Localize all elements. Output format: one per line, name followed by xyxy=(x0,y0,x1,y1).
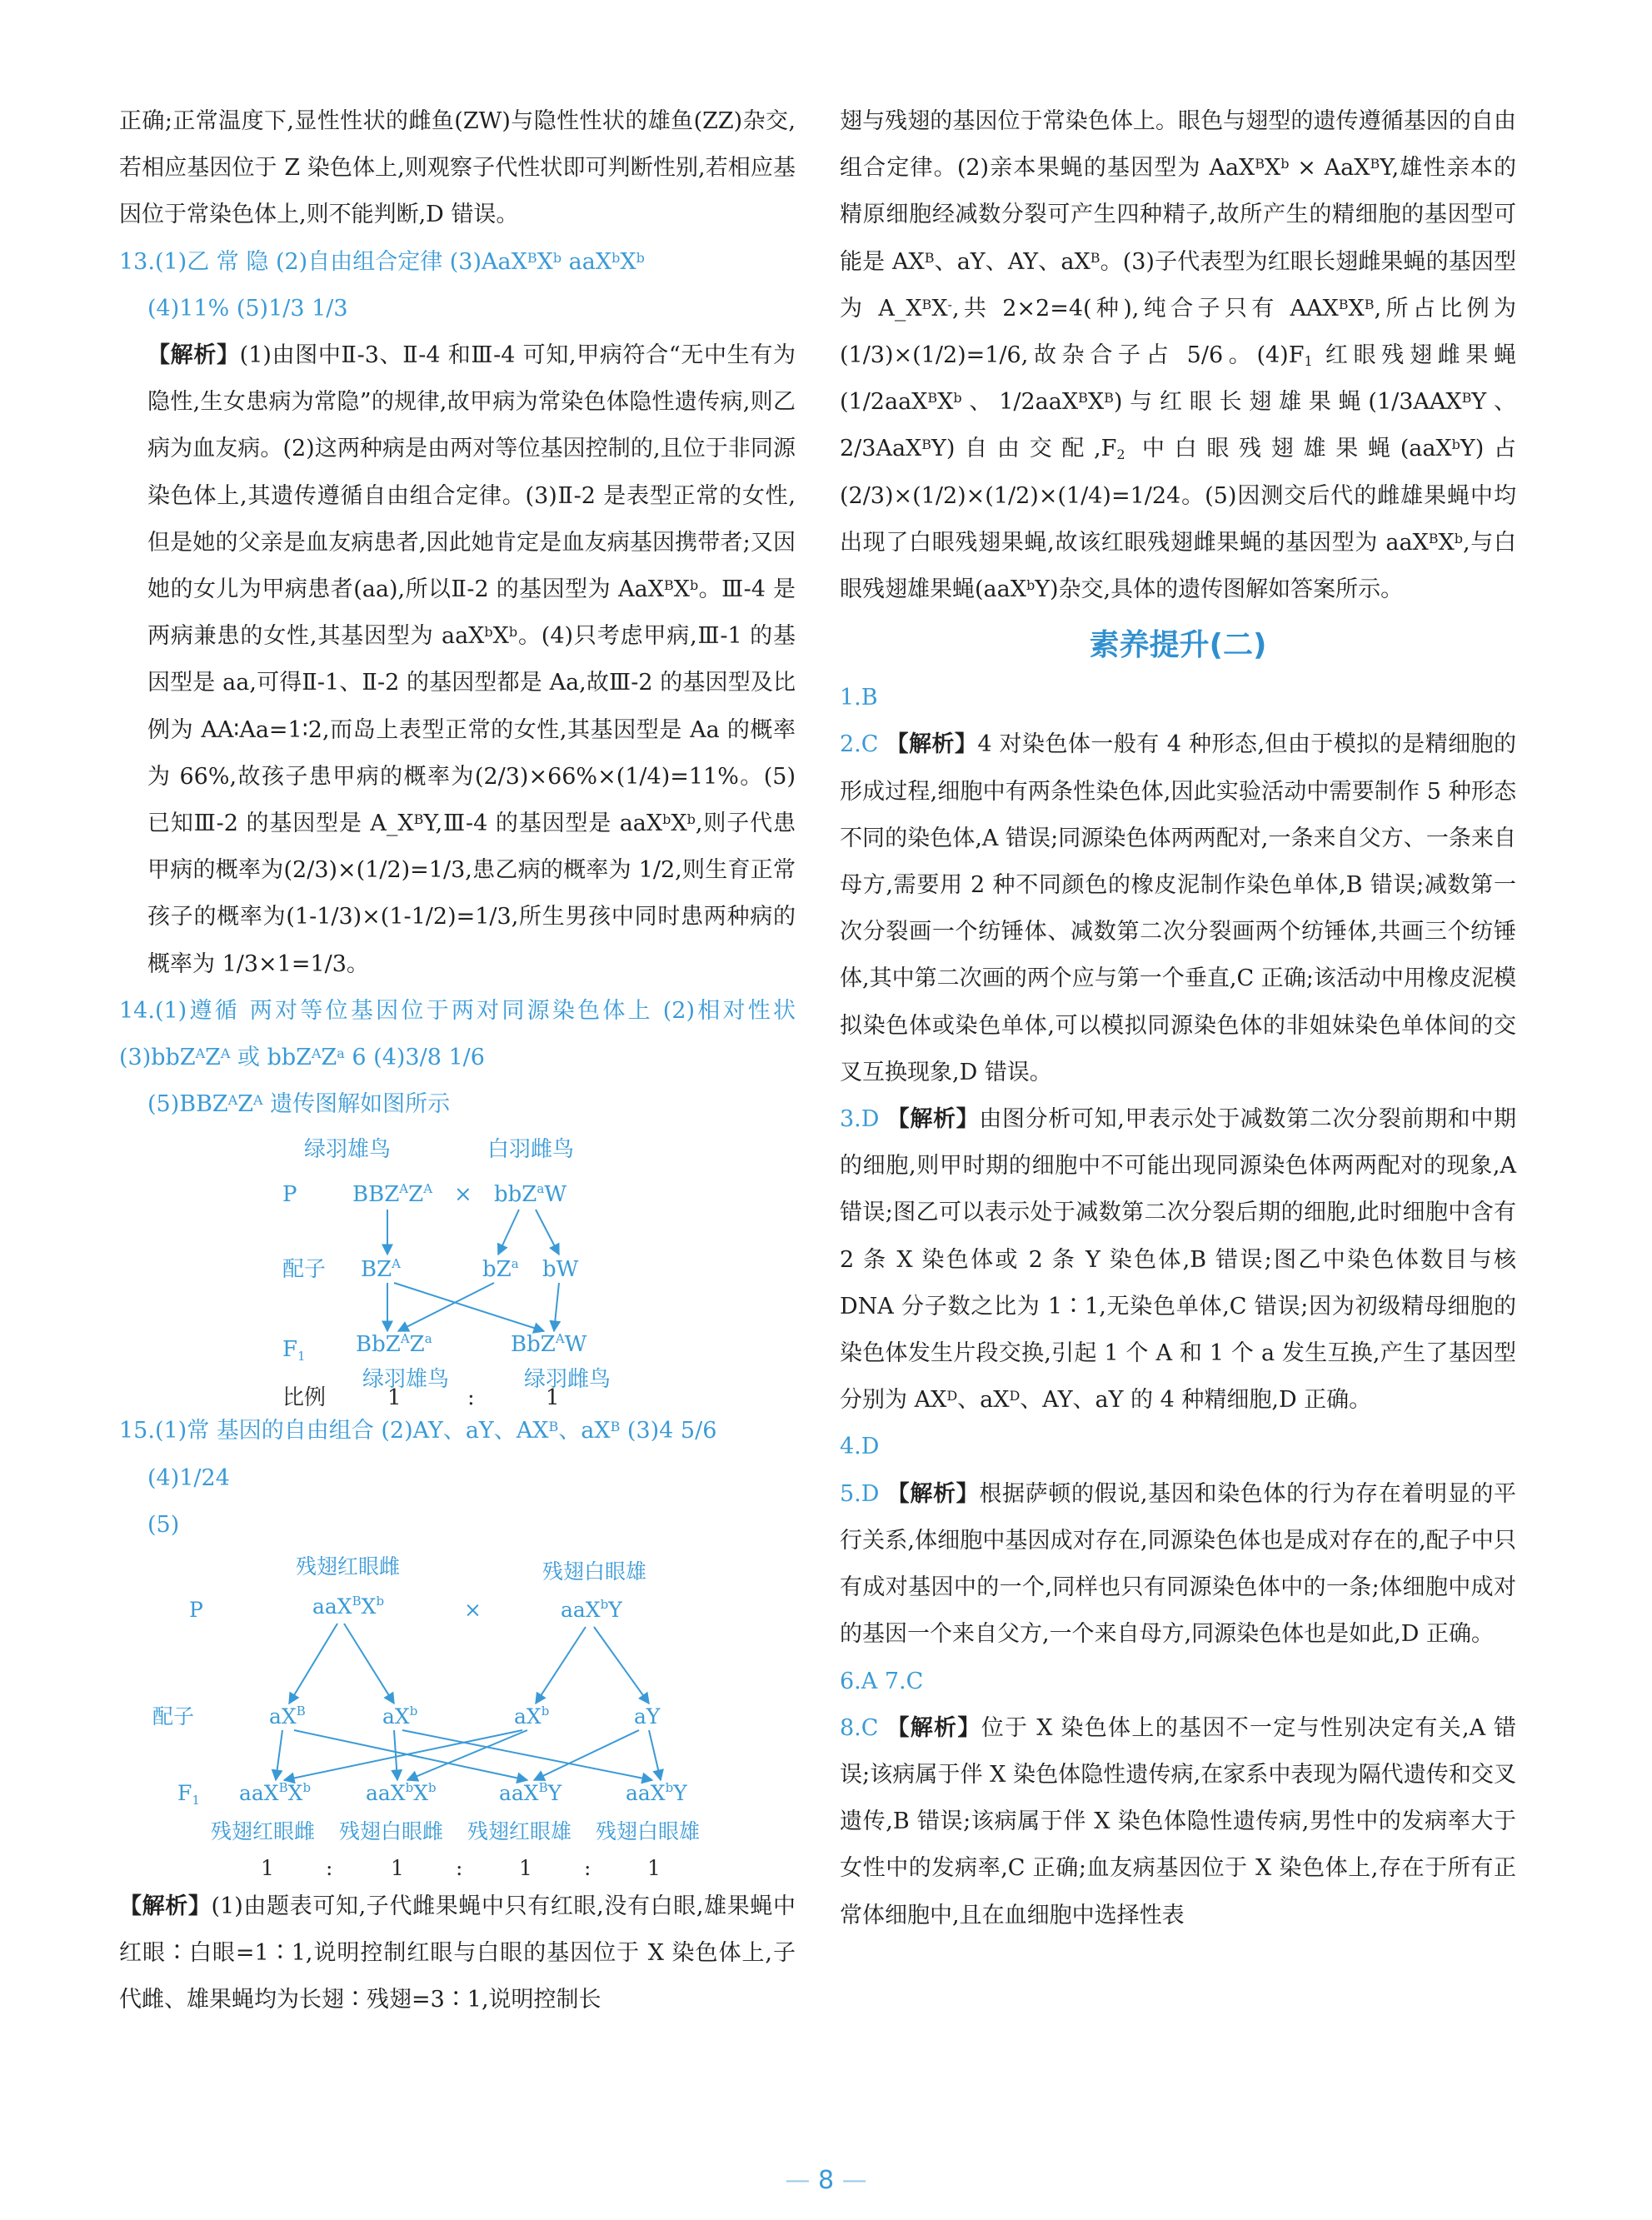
offspring-1-phenotype: 绿羽雄鸟 xyxy=(362,1367,450,1393)
analysis-tag: 【解析】 xyxy=(147,342,240,369)
superscript: b xyxy=(508,624,518,641)
superscript: b xyxy=(552,249,562,266)
text: X xyxy=(671,811,687,837)
ratio-colon: : xyxy=(467,1385,475,1409)
text: X xyxy=(492,623,509,650)
superscript: A xyxy=(220,1045,231,1062)
text: (1)遵循 两对等位基因位于两对同源染色体上 (2)相对性状 (3)bbZ xyxy=(119,997,796,1071)
ratio-4: 1 xyxy=(647,1856,661,1879)
label-p: P xyxy=(189,1598,203,1623)
gamete-1: $BZ^A$ xyxy=(361,1256,402,1283)
arrow xyxy=(554,1283,559,1331)
question-number: 13. xyxy=(119,248,155,275)
parent-right-genotype: bbZ$^a$W xyxy=(494,1181,567,1208)
label-gamete: 配子 xyxy=(282,1257,327,1283)
superscript: b xyxy=(662,811,671,828)
superscript: B xyxy=(663,577,674,594)
superscript: a xyxy=(337,1045,345,1062)
answer-5: 5.D 【解析】根据萨顿的假说,基因和染色体的行为存在着明显的平行关系,体细胞中基因成对存在,同源染色体也是成对存在的,配子中只有成对基因中的一个,同样也只有同源染色体中的一条;体细胞中成对的基因一个来自父方,一个来自母方,同源染色体也是如此,D 正确。 xyxy=(840,1480,1517,1648)
offspring-4-phenotype: 残翅白眼雄 xyxy=(596,1819,701,1844)
text: X xyxy=(620,248,636,275)
offspring-2-genotype: $aaX^bX^b$ xyxy=(366,1780,437,1806)
offspring-2-phenotype: 绿羽雌鸟 xyxy=(524,1367,611,1393)
offspring-1-genotype: $BbZ^AZ^a$ xyxy=(356,1331,432,1358)
text: (1)由图中Ⅱ-3、Ⅱ-4 和Ⅲ-4 可知,甲病符合“无中生有为隐性,生女患病为常隐”的规律,故甲病为常染色体隐性遗传病,则乙病为血友病。(2)这两种病是由两对等位基因控制的,且位于非同源染色体上,其遗传遵循自由组合定律。(3)Ⅱ-2 是表型正常的女性,但是她的父亲是血友病患者,因此她肯定是血友病基因携带者;又因她的女儿为甲病患者(aa),所以Ⅱ-2 的基因型为 AaX xyxy=(147,342,796,603)
superscript: b xyxy=(611,249,621,266)
genetic-diagram-14 xyxy=(119,1133,796,1408)
question-number: 14. xyxy=(119,997,155,1024)
text: (3)4 5/6 xyxy=(620,1418,717,1444)
answer-3: 3.D 【解析】由图分析可知,甲表示处于减数第二次分裂前期和中期的细胞,则甲时期的细胞中不可能出现同源染色体两两配对的现象,A 错误;图乙可以表示处于减数第二次分裂后期的细胞,此时细胞中含有 2 条 X 染色体或 2 条 Y 染色体,B 错误;图乙中染色体数目与核 DNA 分子数之比为 1∶1,无染色单体,C 错误;因为初级精母细胞的染色体发生片段交换,引起 1 个 A 和 1 个 a 发生互换,产生了基因型分别为 $AX^D$、$aX^D$、AY、aY 的 4 种精细胞,D 正确。 xyxy=(840,1106,1517,1414)
page-dash: — xyxy=(841,2166,867,2195)
text: (4)1/24 xyxy=(147,1464,230,1491)
gamete-4: aY xyxy=(634,1704,661,1729)
cross-symbol: × xyxy=(454,1182,472,1208)
gamete-3: bW xyxy=(542,1257,579,1283)
offspring-3-phenotype: 残翅红眼雄 xyxy=(467,1819,572,1844)
label-f1: $F_1$ xyxy=(177,1781,200,1808)
answer-6-7: 6.A 7.C xyxy=(840,1668,924,1694)
ratio-2: 1 xyxy=(546,1385,560,1409)
arrow xyxy=(407,1730,527,1780)
text: 遗传图解如图所示 xyxy=(262,1091,451,1118)
cross-symbol: × xyxy=(464,1598,482,1623)
superscript: b xyxy=(484,624,493,641)
section-title: 素养提升(二) xyxy=(1089,628,1267,663)
arrow xyxy=(344,1624,394,1704)
page-number xyxy=(0,2166,1652,2195)
superscript: b xyxy=(636,249,645,266)
offspring-4-genotype: aaX$^b$Y xyxy=(626,1780,687,1806)
arrow xyxy=(534,1730,639,1780)
superscript: B xyxy=(548,1419,559,1435)
ratio-3: 1 xyxy=(519,1856,532,1879)
ratio-1: 1 xyxy=(261,1856,274,1879)
superscript: A xyxy=(311,1045,322,1062)
superscript: B xyxy=(413,811,424,828)
q15-answer-3 xyxy=(119,1502,796,1549)
q15-analysis xyxy=(119,1883,796,2024)
page-number-value: 8 xyxy=(817,2166,835,2195)
offspring-2-phenotype: 残翅白眼雌 xyxy=(339,1819,444,1844)
answer-4: 4.D xyxy=(840,1434,880,1460)
answer-8: 8.C 【解析】位于 X 染色体上的基因不一定与性别决定有关,A 错误;该病属于伴 X 染色体隐性遗传病,在家系中表现为隔代遗传和交叉遗传,B 错误;该病属于伴 X 染色体隐性遗传病,男性中的发病率大于女性中的发病率,C 正确;血友病基因位于 X 染色体上,存在于所有正常体细胞中,且在血细胞中选择性表 xyxy=(840,1714,1516,1928)
arrow xyxy=(394,1730,397,1780)
arrow xyxy=(498,1210,519,1255)
superscript: A xyxy=(253,1092,263,1109)
parent-left-phenotype: 绿羽雄鸟 xyxy=(304,1137,392,1163)
text: Z xyxy=(237,1091,254,1118)
text: 、aX xyxy=(558,1418,611,1444)
text: (1)乙 常 隐 (2)自由组合定律 (3)AaX xyxy=(154,248,527,275)
offspring-1-phenotype: 残翅红眼雌 xyxy=(211,1819,316,1844)
right-column xyxy=(840,98,1516,1939)
page-dash: — xyxy=(785,2166,811,2195)
text: 。(4)只考虑甲病,Ⅲ-1 的基因型是 aa,可得Ⅱ-1、Ⅱ-2 的基因型都是 Aa,故Ⅲ-2 的基因型及比例为 AA∶Aa=1∶2,而岛上表型正常的女性,其基因型是 Aa 的概率为 66%,故孩子患甲病的概率为(2/3)×66%×(1/4)=11%。(5)已知Ⅲ-2 的基因型是 A_X xyxy=(147,623,796,837)
q14-answer xyxy=(119,988,796,1081)
text: Y,Ⅲ-4 的基因型是 aaX xyxy=(423,811,663,837)
arrow xyxy=(284,1730,522,1780)
text: ,则子代患甲病的概率为(2/3)×(1/2)=1/3,患乙病的概率为 1/2,则生育正常孩子的概率为(1-1/3)×(1-1/2)=1/3,所生男孩中同时患两种病的概率为 1/3×1=1/3。 xyxy=(147,811,796,977)
label-p: P xyxy=(282,1182,297,1208)
parent-left-phenotype: 残翅红眼雌 xyxy=(296,1554,401,1579)
label-ratio: 比例 xyxy=(282,1385,327,1409)
text: (1)常 基因的自由组合 (2)AY、aY、AX xyxy=(154,1418,549,1444)
text: 或 bbZ xyxy=(230,1045,312,1071)
q13-answer-2 xyxy=(119,286,796,332)
gamete-2: $aX^b$ xyxy=(382,1704,418,1729)
arrow xyxy=(294,1730,527,1780)
arrow xyxy=(398,1283,494,1331)
answer-2: 2.C 【解析】4 对染色体一般有 4 种形态,但由于模拟的是精细胞的形成过程,细胞中有两条性染色体,因此实验活动中需要制作 5 种形态不同的染色体,A 错误;同源染色体两两配对,一条来自父方、一条来自母方,需要用 2 种不同颜色的橡皮泥制作染色单体,B 错误;减数第一次分裂画一个纺锤体、减数第二次分裂画两个纺锤体,共画三个纺锤体,其中第二次画的两个应与第一个垂直,C 正确;该活动中用橡皮泥模拟染色体或染色单体,可以模拟同源染色体的非姐妹染色单体间的交叉互换现象,D 错误。 xyxy=(840,731,1517,1085)
right-paragraph-1: 翅与残翅的基因位于常染色体上。眼色与翅型的遗传遵循基因的自由组合定律。(2)亲本果蝇的基因型为 $AaX^BX^b \times AaX^BY$,雄性亲本的精原细胞经减数分裂可产生四种精子,故所产生的精细胞的基因型可能是 $AX^B$、aY、AY、$aX^B$。(3)子代表型为红眼长翅雌果蝇的基因型为 $A\_X^BX^-$,共 2×2=4(种),纯合子只有 $AAX^BX^B$,所占比例为(1/3)×(1/2)=1/6,故杂合子占 5/6。$(4)F_1$ 红眼残翅雌果蝇($1/2aaX^BX^b$、$1/2aaX^BX^B$)与红眼长翅雄果蝇($1/3AAX^BY$、2/3AaX$^B$Y)自由交配$,F_2$ 中白眼残翅雄果蝇(aaX$^b$Y)占(2/3)×(1/2)×(1/2)×(1/4)=1/24。(5)因测交后代的雌雄果蝇中均出现了白眼残翅果蝇,故该红眼残翅雌果蝇的基因型为 $aaX^BX^b$,与白眼残翅雄果蝇(aaX$^b$Y)杂交,具体的遗传图解如答案所示。 xyxy=(840,108,1516,603)
arrow xyxy=(402,1730,652,1780)
gamete-2: $bZ^a$ xyxy=(482,1256,519,1283)
text: Z xyxy=(205,1045,221,1071)
superscript: b xyxy=(689,577,699,594)
text: 。Ⅲ-4 是两病兼患的女性,其基因型为 aaX xyxy=(147,576,796,650)
arrow xyxy=(594,1627,649,1704)
left-paragraph-1 xyxy=(119,98,796,239)
arrow xyxy=(536,1210,559,1255)
text: (4)11% (5)1/3 1/3 xyxy=(147,295,348,322)
offspring-3-genotype: aaX$^B$Y xyxy=(499,1780,562,1806)
arrow xyxy=(536,1627,586,1704)
genetic-diagram-15 xyxy=(119,1554,796,1878)
offspring-2-genotype: BbZ$^A$W xyxy=(511,1331,587,1358)
answer-1: 1.B xyxy=(840,685,878,711)
text: (1)由题表可知,子代雌果蝇中只有红眼,没有白眼,雄果蝇中红眼∶白眼=1∶1,说明控制红眼与白眼的基因位于 X 染色体上,子代雌、雄果蝇均为长翅∶残翅=3∶1,说明控制长 xyxy=(119,1893,796,2013)
parent-right-genotype: aaX$^b$Y xyxy=(561,1597,622,1623)
text: 正确;正常温度下,显性性状的雌鱼(ZW)与隐性性状的雄鱼(ZZ)杂交,若相应基因位于 Z 染色体上,则观察子代性状即可判断性别,若相应基因位于常染色体上,则不能判断,D 错误。 xyxy=(119,108,796,228)
text: aaX xyxy=(561,248,612,275)
q14-answer-2 xyxy=(119,1081,796,1128)
arrow xyxy=(394,1283,544,1331)
superscript: b xyxy=(686,811,696,828)
superscript: B xyxy=(527,249,537,266)
left-column xyxy=(119,98,796,2024)
ratio-1: 1 xyxy=(387,1385,402,1409)
offspring-1-genotype: $aaX^BX^b$ xyxy=(239,1780,312,1806)
superscript: A xyxy=(195,1045,206,1062)
text: X xyxy=(537,248,553,275)
arrow xyxy=(649,1730,661,1780)
arrow xyxy=(289,1624,337,1704)
question-number: 15. xyxy=(119,1418,155,1444)
analysis-tag: 【解析】 xyxy=(119,1893,212,1920)
text: (5)BBZ xyxy=(147,1091,228,1118)
ratio-2: 1 xyxy=(391,1856,404,1879)
parent-left-genotype: $aaX^BX^b$ xyxy=(312,1594,385,1619)
arrow xyxy=(276,1730,282,1780)
text: (5) xyxy=(147,1511,180,1538)
parent-left-genotype: $BBZ^AZ^A$ xyxy=(352,1181,433,1208)
ratio-colon: : xyxy=(584,1856,591,1879)
superscript: A xyxy=(227,1092,238,1109)
gamete-1: $aX^B$ xyxy=(269,1704,306,1729)
q15-answer-2 xyxy=(119,1455,796,1502)
parent-right-phenotype: 残翅白眼雄 xyxy=(542,1559,647,1584)
parent-right-phenotype: 白羽雌鸟 xyxy=(487,1137,575,1163)
label-f1: F1 xyxy=(282,1337,306,1364)
ratio-colon: : xyxy=(456,1856,463,1879)
superscript: B xyxy=(610,1419,621,1435)
ratio-colon: : xyxy=(326,1856,333,1879)
q13-answer xyxy=(119,239,796,286)
text: X xyxy=(673,576,690,603)
q15-answer xyxy=(119,1408,796,1454)
text: Z xyxy=(321,1045,337,1071)
q13-analysis xyxy=(119,332,796,988)
text: 6 (4)3/8 1/6 xyxy=(344,1045,485,1071)
label-gamete: 配子 xyxy=(152,1704,195,1729)
gamete-3: $aX^b$ xyxy=(514,1704,550,1729)
